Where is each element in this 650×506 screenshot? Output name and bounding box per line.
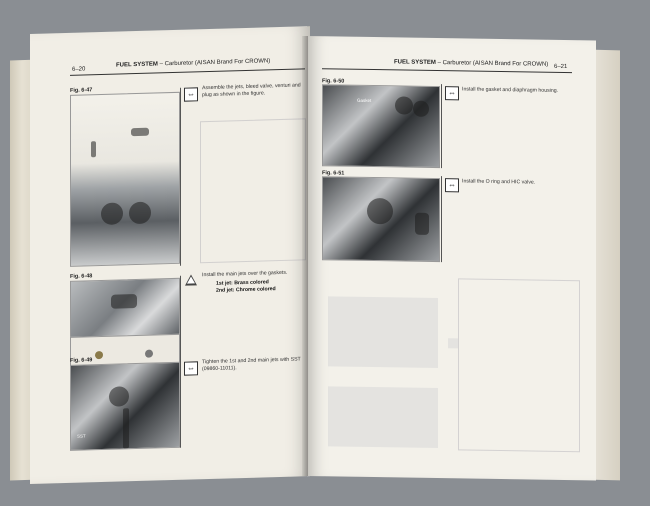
fig-49-text: Tighten the 1st and 2nd main jets with SST (09860-11011). — [202, 356, 301, 373]
left-page — [30, 26, 310, 484]
fig-48-photo — [70, 278, 180, 339]
brass-jet-sample — [95, 351, 103, 359]
bleedthrough-photo-1 — [328, 296, 438, 368]
right-header-title: FUEL SYSTEM — [394, 59, 436, 67]
bleedthrough-icon — [448, 338, 458, 348]
fig-49-photo — [70, 362, 180, 451]
jet-part — [131, 128, 149, 137]
bleed-valve-part — [91, 141, 96, 157]
chrome-jet-sample — [145, 350, 153, 358]
left-column-rule-1 — [180, 88, 181, 266]
jet1-value: Brass colored — [234, 279, 269, 287]
right-column-rule-1 — [441, 84, 442, 168]
jet2-value: Chrome colored — [235, 286, 276, 294]
fig-51-text: Install the O ring and HIC valve. — [462, 178, 536, 186]
assemble-arrows-icon-2: ⇔ — [184, 361, 198, 375]
caution-icon — [185, 274, 197, 285]
fig-47-photo — [70, 92, 180, 267]
jet2-line — [216, 286, 276, 295]
hic-valve — [415, 213, 429, 235]
sst-tool — [123, 408, 129, 448]
sst-label: SST — [77, 433, 86, 439]
right-page-number: 6–21 — [554, 63, 568, 71]
gasket-label: Gasket — [357, 97, 372, 103]
venturi-right — [129, 202, 151, 225]
right-header-rule — [322, 68, 572, 73]
assemble-arrows-icon: ⇔ — [184, 87, 198, 101]
fig-49-label: Fig. 6-49 — [70, 357, 93, 364]
fig-47-text: Assemble the jets, bleed valve, venturi and plug as shown in the figure. — [202, 82, 301, 99]
left-page-number: 6–20 — [72, 66, 86, 73]
bleedthrough-photo-2 — [328, 386, 438, 448]
fig-51-label: Fig. 6-51 — [322, 170, 345, 177]
housing-bore-2 — [413, 101, 429, 117]
right-header-subtitle: – Carburetor (AISAN Brand For CROWN) — [437, 60, 549, 68]
right-header — [394, 59, 548, 67]
left-column-rule-3 — [180, 360, 181, 448]
left-header-title: FUEL SYSTEM — [116, 61, 158, 69]
faint-bleedthrough — [200, 118, 306, 263]
jet2-label: 2nd jet: — [216, 287, 235, 294]
left-header — [116, 58, 270, 68]
assemble-arrows-icon-4: ⇔ — [445, 178, 459, 192]
fig-50-label: Fig. 6-50 — [322, 78, 345, 85]
fig-51-photo — [322, 176, 440, 262]
fig-48-label: Fig. 6-48 — [70, 273, 93, 280]
fig-47-label: Fig. 6-47 — [70, 87, 93, 94]
jet-body — [111, 294, 137, 309]
carb-bore — [109, 386, 129, 407]
assemble-arrows-icon-3: ⇔ — [445, 86, 459, 100]
venturi-left — [101, 202, 123, 225]
left-header-rule — [70, 68, 305, 76]
left-header-subtitle: – Carburetor (AISAN Brand For CROWN) — [159, 58, 271, 68]
fig-50-text: Install the gasket and diaphragm housing. — [462, 86, 559, 94]
housing-bore — [395, 96, 413, 114]
right-page — [308, 36, 596, 481]
bleedthrough-table — [458, 278, 580, 452]
valve-bore — [367, 198, 393, 224]
right-column-rule-2 — [441, 176, 442, 262]
jet1-label: 1st jet: — [216, 280, 233, 287]
fig-50-photo — [322, 84, 440, 168]
fig-48-text: Install the main jets over the gaskets. — [202, 269, 288, 279]
